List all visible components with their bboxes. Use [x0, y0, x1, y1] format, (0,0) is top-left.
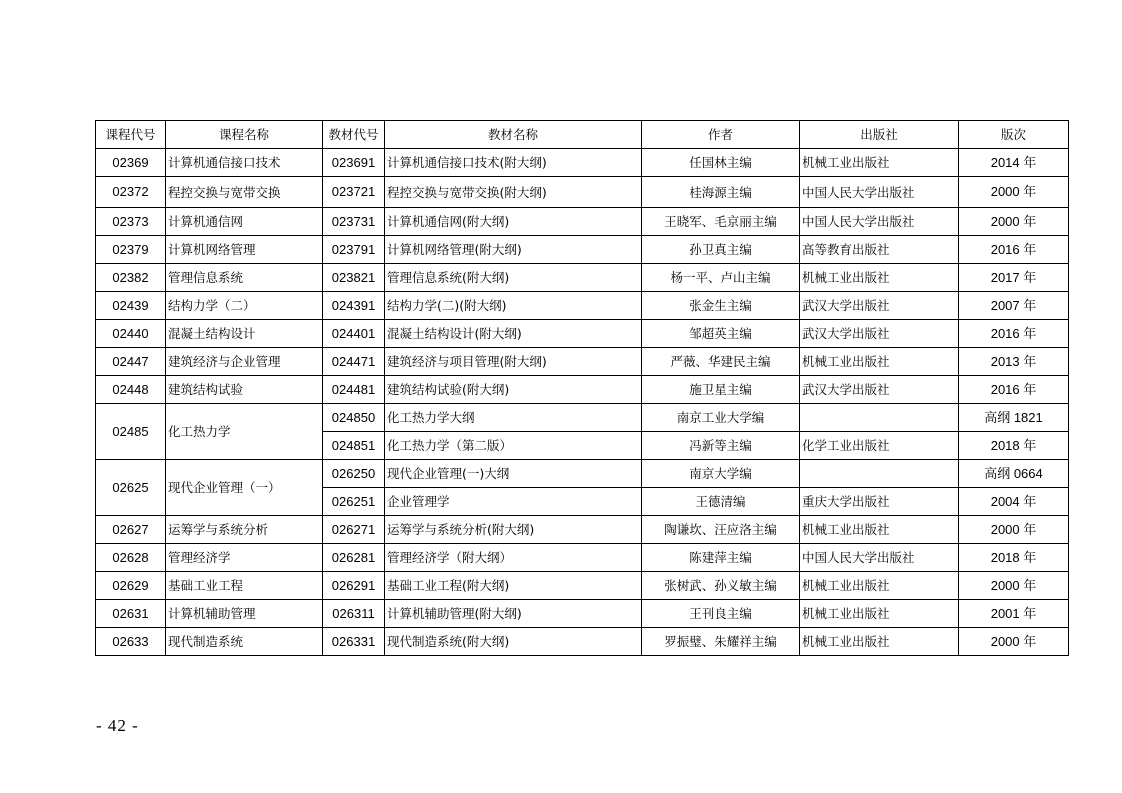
book-code-cell: 024851 [323, 432, 385, 460]
course-name-cell: 管理经济学 [166, 544, 323, 572]
edition-cell: 2018 年 [959, 544, 1069, 572]
book-name-cell: 计算机辅助管理(附大纲) [385, 600, 642, 628]
course-name-cell: 现代企业管理（一） [166, 460, 323, 516]
publisher-cell: 中国人民大学出版社 [800, 544, 959, 572]
edition-cell: 2000 年 [959, 208, 1069, 236]
course-code-cell: 02379 [96, 236, 166, 264]
table-row [96, 544, 1069, 572]
publisher-cell: 机械工业出版社 [800, 149, 959, 177]
book-name-cell: 计算机通信接口技术(附大纲) [385, 149, 642, 177]
course-name-cell: 计算机通信网 [166, 208, 323, 236]
book-code-cell: 026271 [323, 516, 385, 544]
table-header-row [96, 121, 1069, 149]
course-name-cell: 结构力学（二） [166, 292, 323, 320]
table-row [96, 600, 1069, 628]
edition-cell: 2016 年 [959, 376, 1069, 404]
course-code-cell: 02382 [96, 264, 166, 292]
header-book-code: 教材代号 [323, 121, 385, 149]
publisher-cell: 武汉大学出版社 [800, 292, 959, 320]
header-course-code: 课程代号 [96, 121, 166, 149]
book-code-cell: 023731 [323, 208, 385, 236]
table-row [96, 236, 1069, 264]
course-code-cell: 02447 [96, 348, 166, 376]
table-row [96, 292, 1069, 320]
course-code-cell: 02440 [96, 320, 166, 348]
book-name-cell: 计算机网络管理(附大纲) [385, 236, 642, 264]
book-name-cell: 化工热力学（第二版） [385, 432, 642, 460]
course-code-cell: 02373 [96, 208, 166, 236]
book-name-cell: 建筑经济与项目管理(附大纲) [385, 348, 642, 376]
author-cell: 桂海源主编 [642, 177, 800, 208]
table-row [96, 264, 1069, 292]
course-code-cell: 02369 [96, 149, 166, 177]
course-code-cell: 02448 [96, 376, 166, 404]
table-row [96, 348, 1069, 376]
book-name-cell: 现代企业管理(一)大纲 [385, 460, 642, 488]
course-code-cell: 02627 [96, 516, 166, 544]
book-name-cell: 结构力学(二)(附大纲) [385, 292, 642, 320]
publisher-cell [800, 460, 959, 488]
book-name-cell: 程控交换与宽带交换(附大纲) [385, 177, 642, 208]
author-cell: 任国林主编 [642, 149, 800, 177]
book-name-cell: 基础工业工程(附大纲) [385, 572, 642, 600]
edition-cell: 高纲 0664 [959, 460, 1069, 488]
author-cell: 陶谦坎、汪应洛主编 [642, 516, 800, 544]
table-row [96, 376, 1069, 404]
book-name-cell: 建筑结构试验(附大纲) [385, 376, 642, 404]
author-cell: 罗振璧、朱耀祥主编 [642, 628, 800, 656]
author-cell: 王德清编 [642, 488, 800, 516]
course-name-cell: 混凝土结构设计 [166, 320, 323, 348]
publisher-cell: 武汉大学出版社 [800, 320, 959, 348]
publisher-cell: 化学工业出版社 [800, 432, 959, 460]
edition-cell: 2013 年 [959, 348, 1069, 376]
book-code-cell: 023821 [323, 264, 385, 292]
publisher-cell: 机械工业出版社 [800, 572, 959, 600]
course-name-cell: 现代制造系统 [166, 628, 323, 656]
book-name-cell: 管理经济学（附大纲） [385, 544, 642, 572]
author-cell: 张树武、孙义敏主编 [642, 572, 800, 600]
header-course-name: 课程名称 [166, 121, 323, 149]
book-code-cell: 026281 [323, 544, 385, 572]
book-code-cell: 024481 [323, 376, 385, 404]
edition-cell: 2017 年 [959, 264, 1069, 292]
table-row [96, 208, 1069, 236]
course-code-cell: 02625 [96, 460, 166, 516]
edition-cell: 2000 年 [959, 572, 1069, 600]
book-code-cell: 026311 [323, 600, 385, 628]
edition-cell: 高纲 1821 [959, 404, 1069, 432]
book-code-cell: 023721 [323, 177, 385, 208]
book-name-cell: 混凝土结构设计(附大纲) [385, 320, 642, 348]
author-cell: 施卫星主编 [642, 376, 800, 404]
book-code-cell: 023691 [323, 149, 385, 177]
header-author: 作者 [642, 121, 800, 149]
book-code-cell: 026291 [323, 572, 385, 600]
edition-cell: 2004 年 [959, 488, 1069, 516]
table-row [96, 149, 1069, 177]
book-code-cell: 026251 [323, 488, 385, 516]
author-cell: 张金生主编 [642, 292, 800, 320]
book-code-cell: 024401 [323, 320, 385, 348]
book-code-cell: 023791 [323, 236, 385, 264]
book-code-cell: 024391 [323, 292, 385, 320]
course-code-cell: 02372 [96, 177, 166, 208]
book-name-cell: 管理信息系统(附大纲) [385, 264, 642, 292]
table-row [96, 460, 1069, 488]
publisher-cell [800, 404, 959, 432]
book-code-cell: 024850 [323, 404, 385, 432]
publisher-cell: 机械工业出版社 [800, 348, 959, 376]
table-row [96, 516, 1069, 544]
publisher-cell: 中国人民大学出版社 [800, 177, 959, 208]
publisher-cell: 中国人民大学出版社 [800, 208, 959, 236]
course-name-cell: 计算机通信接口技术 [166, 149, 323, 177]
publisher-cell: 机械工业出版社 [800, 628, 959, 656]
course-name-cell: 管理信息系统 [166, 264, 323, 292]
author-cell: 杨一平、卢山主编 [642, 264, 800, 292]
table-row [96, 404, 1069, 432]
course-code-cell: 02629 [96, 572, 166, 600]
edition-cell: 2000 年 [959, 177, 1069, 208]
table-row [96, 320, 1069, 348]
book-name-cell: 化工热力学大纲 [385, 404, 642, 432]
header-edition: 版次 [959, 121, 1069, 149]
book-name-cell: 运筹学与系统分析(附大纲) [385, 516, 642, 544]
publisher-cell: 重庆大学出版社 [800, 488, 959, 516]
course-code-cell: 02631 [96, 600, 166, 628]
course-name-cell: 建筑经济与企业管理 [166, 348, 323, 376]
publisher-cell: 机械工业出版社 [800, 516, 959, 544]
author-cell: 孙卫真主编 [642, 236, 800, 264]
author-cell: 南京大学编 [642, 460, 800, 488]
publisher-cell: 高等教育出版社 [800, 236, 959, 264]
edition-cell: 2000 年 [959, 628, 1069, 656]
course-name-cell: 化工热力学 [166, 404, 323, 460]
table-row [96, 177, 1069, 208]
header-book-name: 教材名称 [385, 121, 642, 149]
author-cell: 冯新等主编 [642, 432, 800, 460]
author-cell: 南京工业大学编 [642, 404, 800, 432]
course-name-cell: 建筑结构试验 [166, 376, 323, 404]
book-name-cell: 企业管理学 [385, 488, 642, 516]
course-name-cell: 基础工业工程 [166, 572, 323, 600]
course-code-cell: 02633 [96, 628, 166, 656]
author-cell: 陈建萍主编 [642, 544, 800, 572]
author-cell: 王刊良主编 [642, 600, 800, 628]
course-name-cell: 计算机网络管理 [166, 236, 323, 264]
edition-cell: 2014 年 [959, 149, 1069, 177]
book-name-cell: 现代制造系统(附大纲) [385, 628, 642, 656]
publisher-cell: 机械工业出版社 [800, 600, 959, 628]
author-cell: 王晓军、毛京丽主编 [642, 208, 800, 236]
course-name-cell: 程控交换与宽带交换 [166, 177, 323, 208]
course-code-cell: 02628 [96, 544, 166, 572]
book-code-cell: 026331 [323, 628, 385, 656]
table-row [96, 572, 1069, 600]
author-cell: 严薇、华建民主编 [642, 348, 800, 376]
course-name-cell: 运筹学与系统分析 [166, 516, 323, 544]
edition-cell: 2016 年 [959, 236, 1069, 264]
edition-cell: 2016 年 [959, 320, 1069, 348]
edition-cell: 2001 年 [959, 600, 1069, 628]
textbook-table [95, 120, 1069, 656]
course-name-cell: 计算机辅助管理 [166, 600, 323, 628]
publisher-cell: 机械工业出版社 [800, 264, 959, 292]
publisher-cell: 武汉大学出版社 [800, 376, 959, 404]
header-publisher: 出版社 [800, 121, 959, 149]
edition-cell: 2007 年 [959, 292, 1069, 320]
author-cell: 邹超英主编 [642, 320, 800, 348]
course-code-cell: 02439 [96, 292, 166, 320]
book-code-cell: 024471 [323, 348, 385, 376]
course-code-cell: 02485 [96, 404, 166, 460]
edition-cell: 2000 年 [959, 516, 1069, 544]
book-name-cell: 计算机通信网(附大纲) [385, 208, 642, 236]
book-code-cell: 026250 [323, 460, 385, 488]
table-row [96, 628, 1069, 656]
page-number: - 42 - [96, 716, 139, 735]
edition-cell: 2018 年 [959, 432, 1069, 460]
